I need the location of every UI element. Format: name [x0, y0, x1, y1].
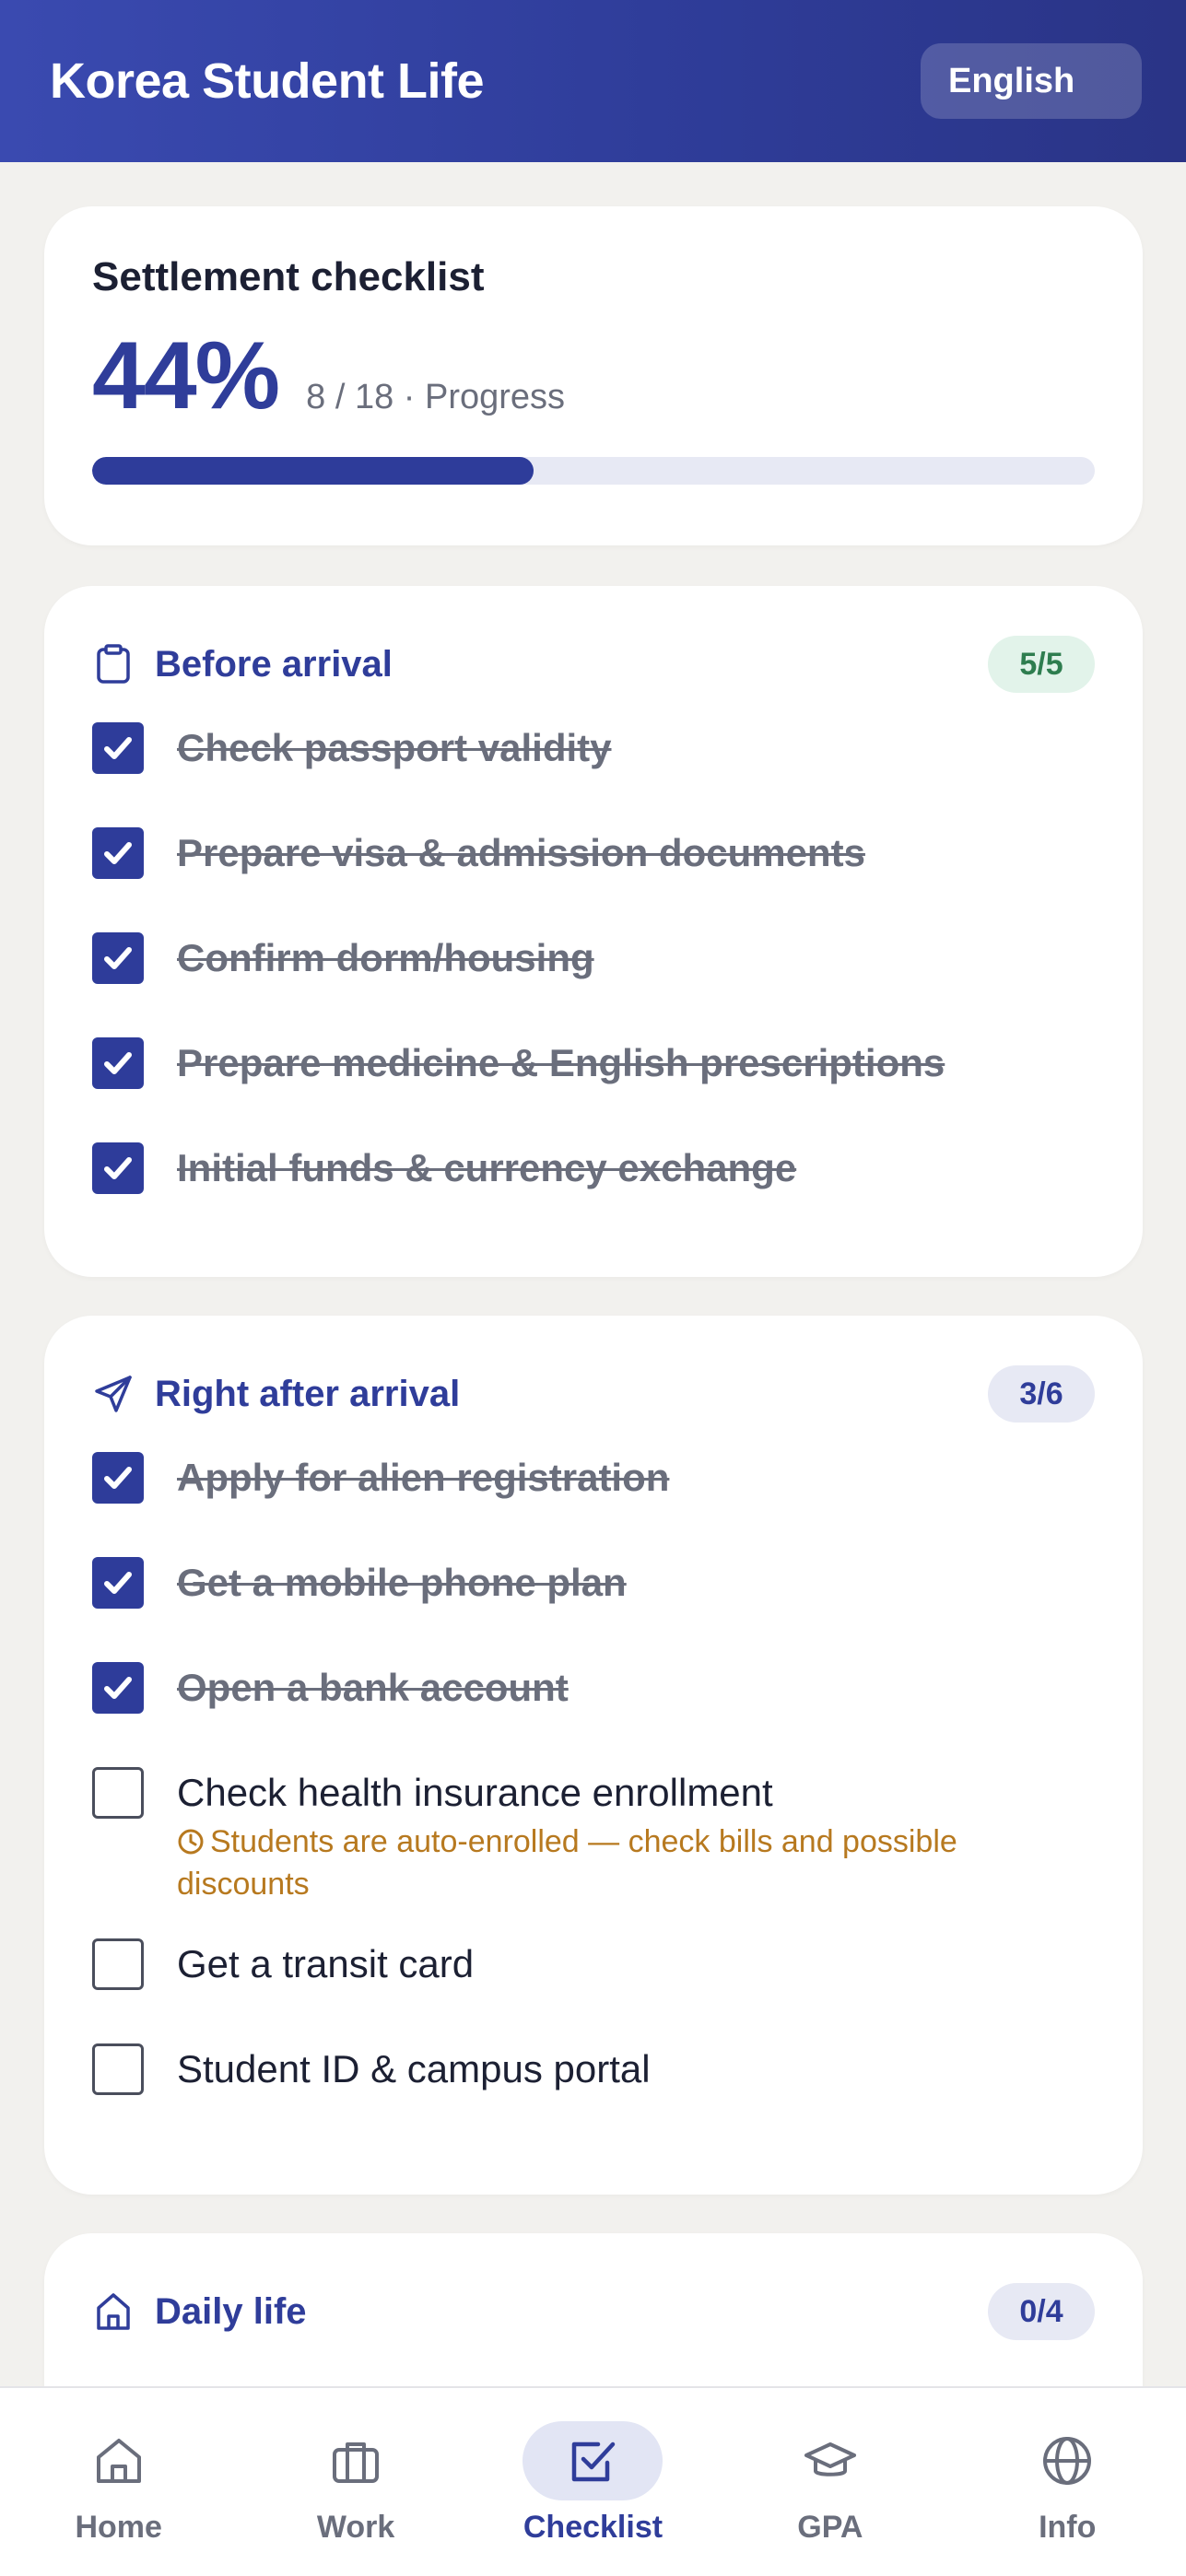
app-title: Korea Student Life — [50, 53, 485, 109]
checklist-item-label: Apply for alien registration — [177, 1456, 670, 1499]
section-title: Daily life — [155, 2290, 307, 2332]
nav-info[interactable] — [975, 2421, 1159, 2576]
note-text: Students are auto-enrolled — check bills and possible discounts — [177, 1824, 957, 1902]
checklist-item-label: Get a mobile phone plan — [177, 1561, 627, 1604]
checklist-item-note — [177, 1822, 1062, 1903]
checklist-item[interactable] — [92, 929, 1095, 988]
checkbox-checked[interactable] — [92, 1142, 144, 1194]
briefcase-icon — [330, 2435, 382, 2487]
nav-home[interactable] — [27, 2421, 211, 2576]
checkbox-checked[interactable] — [92, 1452, 144, 1504]
checklist-item[interactable] — [92, 1763, 1095, 1903]
checklist-item-label: Prepare medicine & English prescriptions — [177, 1041, 945, 1084]
clock-icon — [177, 1826, 205, 1865]
checkbox-unchecked[interactable] — [92, 1767, 144, 1819]
progress-bar — [92, 457, 1095, 485]
checklist-item[interactable] — [92, 1139, 1095, 1198]
checklist-item-label: Initial funds & currency exchange — [177, 1146, 797, 1189]
graduation-cap-icon — [803, 2435, 858, 2487]
app-header — [0, 0, 1186, 162]
section-right-after-arrival — [44, 1316, 1143, 2195]
checklist-item[interactable] — [92, 1935, 1095, 1994]
checkbox-checked[interactable] — [92, 722, 144, 774]
nav-checklist[interactable] — [500, 2421, 685, 2576]
checklist-icon — [567, 2435, 618, 2487]
checklist-item[interactable] — [92, 1658, 1095, 1717]
section-count-badge: 5/5 — [988, 636, 1095, 693]
send-icon — [92, 1373, 135, 1415]
checklist-item-label: Confirm dorm/housing — [177, 936, 594, 979]
checklist-item[interactable] — [92, 1448, 1095, 1507]
bottom-nav — [0, 2386, 1186, 2576]
checklist-item-label: Open a bank account — [177, 1666, 569, 1709]
section-count-badge: 0/4 — [988, 2283, 1095, 2340]
checkbox-checked[interactable] — [92, 1037, 144, 1089]
section-title: Right after arrival — [155, 1373, 461, 1414]
language-button[interactable]: English — [921, 43, 1142, 119]
home-icon — [93, 2435, 145, 2487]
checklist-item[interactable] — [92, 2040, 1095, 2099]
checklist-item[interactable] — [92, 1553, 1095, 1612]
section-before-arrival — [44, 586, 1143, 1277]
checkbox-checked[interactable] — [92, 1662, 144, 1714]
checkbox-checked[interactable] — [92, 1557, 144, 1609]
nav-label: Home — [75, 2510, 162, 2545]
section-count-badge: 3/6 — [988, 1365, 1095, 1423]
nav-label: GPA — [797, 2510, 863, 2545]
progress-percent: 44% — [92, 322, 279, 429]
home-icon — [92, 2290, 135, 2333]
globe-icon — [1040, 2434, 1094, 2488]
progress-count: 8 / 18 · Progress — [306, 378, 566, 416]
checklist-item-label: Check health insurance enrollment — [177, 1771, 773, 1814]
checklist-item-label: Check passport validity — [177, 726, 612, 769]
nav-label: Checklist — [523, 2510, 663, 2545]
section-title: Before arrival — [155, 643, 393, 685]
nav-work[interactable] — [264, 2421, 448, 2576]
checklist-item[interactable] — [92, 824, 1095, 883]
nav-label: Work — [316, 2510, 395, 2545]
checklist-item[interactable] — [92, 1034, 1095, 1093]
checklist-item-label: Get a transit card — [177, 1942, 475, 1985]
checkbox-checked[interactable] — [92, 932, 144, 984]
progress-bar-fill — [92, 457, 534, 485]
checklist-item-label: Prepare visa & admission documents — [177, 831, 865, 874]
checkbox-unchecked[interactable] — [92, 2043, 144, 2095]
checklist-item[interactable] — [92, 719, 1095, 778]
progress-card — [44, 206, 1143, 545]
nav-gpa[interactable] — [738, 2421, 922, 2576]
clipboard-icon — [92, 643, 135, 685]
checklist-item-label: Student ID & campus portal — [177, 2047, 651, 2090]
nav-label: Info — [1039, 2510, 1097, 2545]
checkbox-checked[interactable] — [92, 827, 144, 879]
progress-title: Settlement checklist — [92, 254, 485, 299]
checkbox-unchecked[interactable] — [92, 1938, 144, 1990]
